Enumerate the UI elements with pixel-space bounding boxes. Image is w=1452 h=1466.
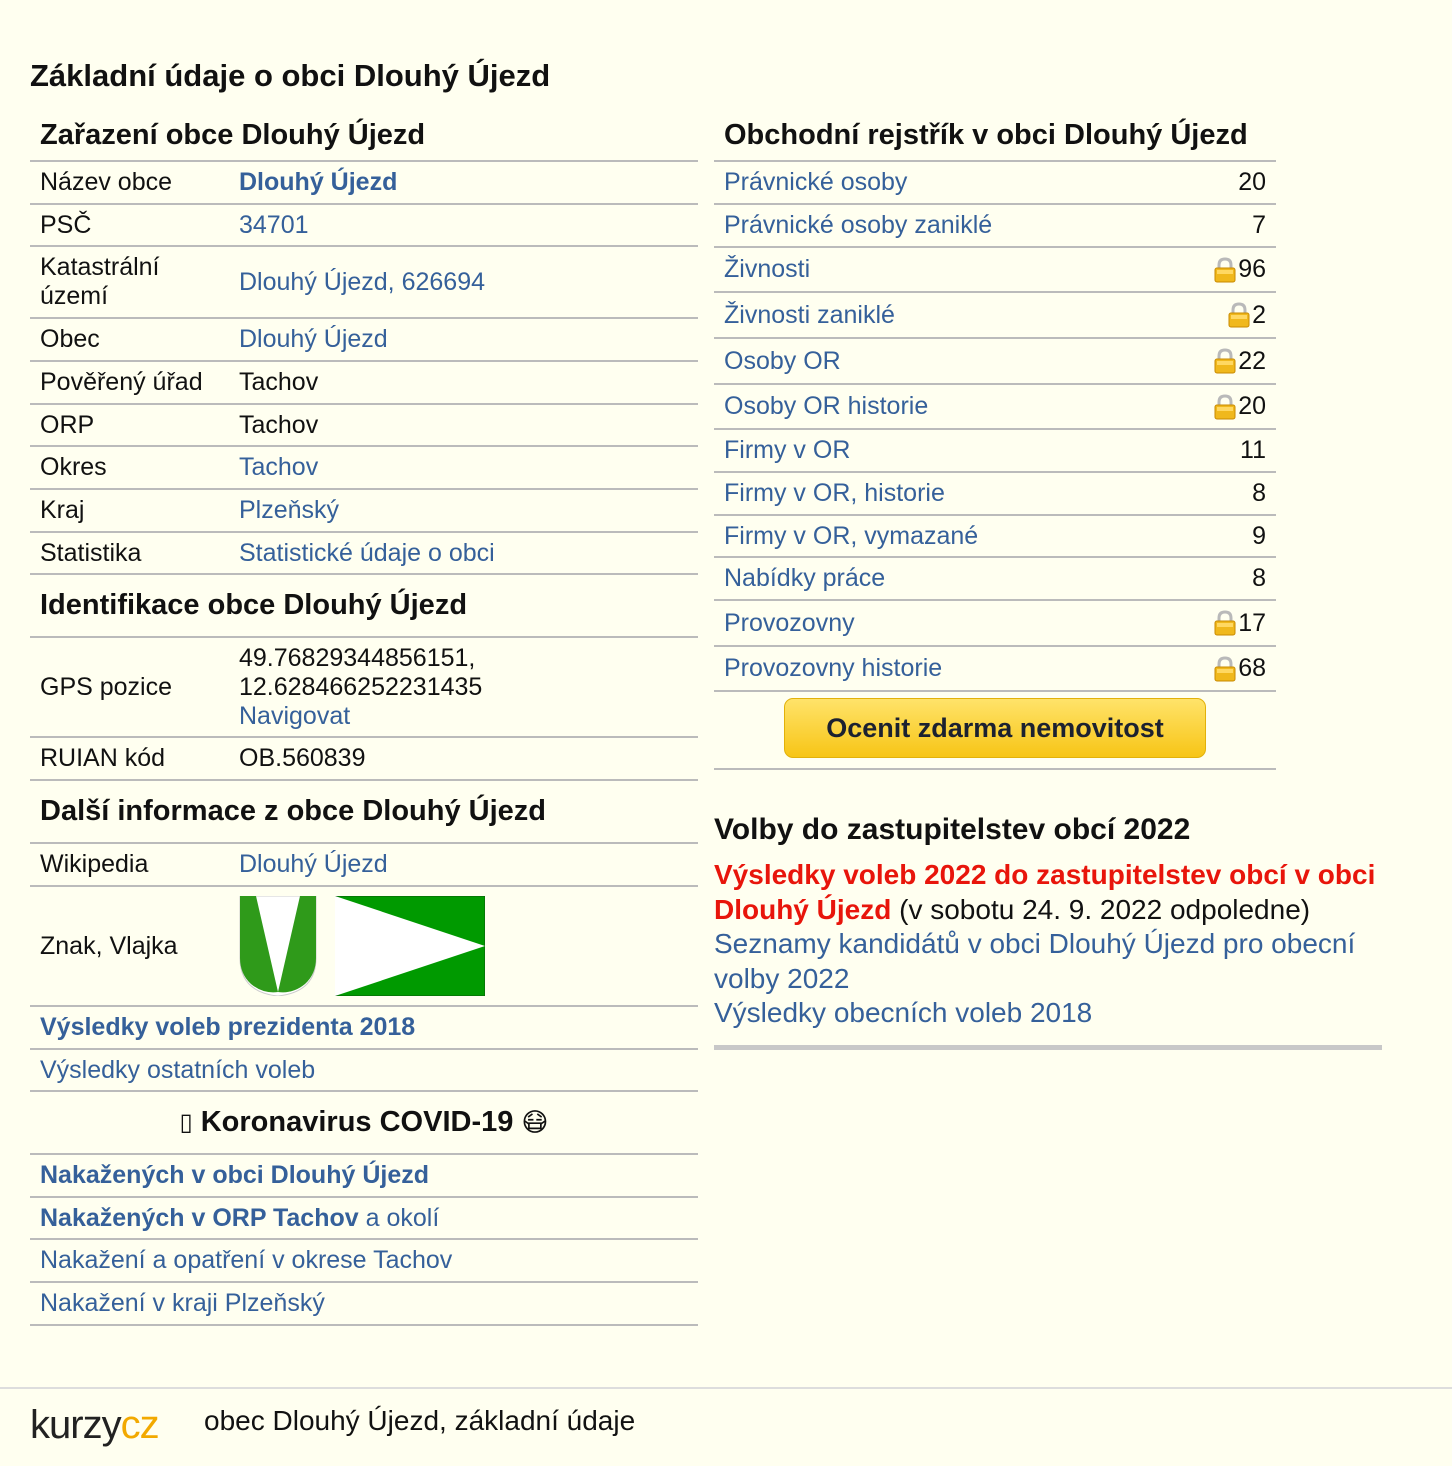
rejstrik-link[interactable]: Provozovny (724, 608, 855, 637)
gps-lat: 49.76829344856151, (239, 643, 476, 672)
row-okres (30, 447, 698, 490)
rejstrik-row (714, 293, 1276, 339)
count-value: 8 (1252, 564, 1266, 592)
gps-value (239, 644, 698, 731)
navigovat-link[interactable]: Navigovat (239, 701, 351, 730)
rejstrik-count (1214, 255, 1266, 284)
right-column (714, 110, 1276, 770)
page-title: Základní údaje o obci Dlouhý Újezd (30, 58, 551, 93)
row-povereny-urad (30, 362, 698, 405)
flag-icon[interactable] (335, 896, 485, 996)
button-row (714, 692, 1276, 770)
lock-icon (1214, 610, 1236, 636)
rejstrik-row (714, 162, 1276, 205)
row-kraj (30, 490, 698, 533)
row-key: Katastrální území (40, 253, 160, 310)
logo-part2: cz (120, 1403, 159, 1447)
rejstrik-count (1240, 436, 1266, 465)
kurzy-logo[interactable] (30, 1403, 159, 1448)
psc-link[interactable]: 34701 (239, 210, 309, 239)
count-value: 2 (1252, 300, 1266, 329)
count-value: 22 (1238, 346, 1266, 375)
row-volby-ostatni (30, 1050, 698, 1092)
rejstrik-row (714, 516, 1276, 558)
row-key: RUIAN kód (40, 744, 166, 772)
row-key: Kraj (40, 496, 85, 524)
covid-obec-link[interactable] (40, 1161, 429, 1190)
row-katastralni-uzemi (30, 247, 698, 319)
nazev-obce-link[interactable]: Dlouhý Újezd (239, 168, 398, 196)
logo-part1: kurzy (30, 1403, 121, 1447)
volby-2022-results (714, 858, 1382, 927)
rejstrik-row (714, 647, 1276, 692)
volby-2022-results-link[interactable]: Výsledky voleb 2022 do zastupitelstev obcí v obci Dlouhý Újezd (714, 859, 1376, 925)
count-value: 20 (1238, 392, 1266, 420)
rejstrik-link[interactable]: Osoby OR (724, 346, 841, 375)
volby-2018-results-link[interactable]: Výsledky obecních voleb 2018 (714, 997, 1093, 1028)
row-key: GPS pozice (40, 672, 173, 701)
link-bold-part: Nakažených v ORP Tachov (40, 1203, 359, 1232)
rejstrik-count (1238, 168, 1266, 197)
symbols (239, 896, 698, 996)
link-rest-part: Nakažení v kraji Plzeňský (40, 1289, 325, 1317)
lock-icon (1214, 656, 1236, 682)
count-value: 9 (1252, 521, 1266, 550)
count-value: 20 (1238, 168, 1266, 196)
row-key: Okres (40, 453, 107, 481)
rejstrik-count (1214, 609, 1266, 638)
row-key: Název obce (40, 168, 173, 196)
kraj-link[interactable]: Plzeňský (239, 496, 340, 524)
rejstrik-row (714, 248, 1276, 293)
volby-2022-heading: Volby do zastupitelstev obcí 2022 (714, 813, 1191, 846)
rejstrik-link[interactable]: Firmy v OR, vymazané (724, 521, 979, 550)
volby-2022-candidates (714, 927, 1382, 996)
count-value: 8 (1252, 479, 1266, 507)
row-wikipedia (30, 844, 698, 887)
dalsi-heading: Další informace z obce Dlouhý Újezd (30, 781, 698, 844)
row-gps (30, 638, 698, 738)
rejstrik-link[interactable]: Živnosti zaniklé (724, 300, 895, 329)
row-covid-obec (30, 1155, 698, 1198)
row-ruian (30, 738, 698, 781)
count-value: 17 (1238, 608, 1266, 637)
row-key: Znak, Vlajka (40, 931, 178, 960)
rejstrik-count (1228, 301, 1266, 330)
rejstrik-count (1252, 564, 1266, 593)
row-key: Pověřený úřad (40, 368, 203, 396)
volby-2022-section (714, 808, 1382, 1050)
rejstrik-list (714, 162, 1276, 692)
count-value: 7 (1252, 211, 1266, 239)
count-value: 11 (1240, 436, 1266, 464)
ocenit-nemovitost-button[interactable]: Ocenit zdarma nemovitost (784, 698, 1206, 758)
katastralni-uzemi-link[interactable]: Dlouhý Újezd, 626694 (239, 267, 485, 296)
volby-ostatni-link[interactable]: Výsledky ostatních voleb (40, 1055, 316, 1084)
link-rest-part: Nakažení a opatření v okrese Tachov (40, 1246, 453, 1274)
rejstrik-link[interactable]: Právnické osoby zaniklé (724, 211, 993, 239)
footer-text: obec Dlouhý Újezd, základní údaje (204, 1405, 636, 1436)
rejstrik-link[interactable]: Firmy v OR, historie (724, 479, 945, 507)
face-mask-icon: 😷 (521, 1107, 549, 1137)
rejstrik-link[interactable]: Osoby OR historie (724, 392, 929, 420)
rejstrik-count (1252, 211, 1266, 240)
covid-heading-text: Koronavirus COVID-19 (200, 1106, 514, 1138)
footer (0, 1387, 1452, 1466)
covid-heading (30, 1092, 698, 1155)
gps-lon: 12.628466252231435 (239, 672, 483, 701)
rejstrik-link[interactable]: Firmy v OR (724, 436, 851, 464)
row-orp (30, 405, 698, 447)
row-covid-kraj (30, 1283, 698, 1326)
count-value: 96 (1238, 255, 1266, 283)
count-value: 68 (1238, 654, 1266, 682)
rejstrik-link[interactable]: Nabídky práce (724, 564, 886, 592)
row-znak-vlajka (30, 887, 698, 1007)
row-key: Wikipedia (40, 850, 149, 878)
row-psc (30, 205, 698, 247)
zarazeni-heading: Zařazení obce Dlouhý Újezd (30, 110, 698, 162)
missing-glyph-icon: ▯ (179, 1109, 193, 1136)
rejstrik-row (714, 339, 1276, 385)
ruian-value: OB.560839 (239, 744, 366, 772)
identifikace-heading: Identifikace obce Dlouhý Újezd (30, 575, 698, 638)
covid-okres-link[interactable] (40, 1246, 452, 1275)
lock-icon (1214, 348, 1236, 374)
rejstrik-row (714, 385, 1276, 430)
volby-2022-candidates-link[interactable]: Seznamy kandidátů v obci Dlouhý Újezd pro obecní volby 2022 (714, 928, 1356, 994)
divider (714, 1045, 1382, 1050)
left-column (30, 110, 698, 1326)
statistika-link[interactable]: Statistické údaje o obci (239, 538, 495, 567)
row-key: Obec (40, 325, 100, 353)
row-key: Statistika (40, 538, 142, 567)
lock-icon (1214, 257, 1236, 283)
volby-2022-note: (v sobotu 24. 9. 2022 odpoledne) (891, 893, 1311, 925)
rejstrik-row (714, 430, 1276, 473)
row-key: PSČ (40, 210, 92, 239)
rejstrik-link[interactable]: Provozovny historie (724, 654, 943, 682)
rejstrik-link[interactable]: Právnické osoby (724, 168, 908, 196)
rejstrik-count (1214, 347, 1266, 376)
rejstrik-count (1252, 522, 1266, 551)
rejstrik-row (714, 473, 1276, 516)
povereny-urad-value: Tachov (239, 368, 319, 396)
row-volby-prezident (30, 1007, 698, 1050)
row-obec (30, 319, 698, 362)
row-key: ORP (40, 410, 95, 439)
rejstrik-row (714, 601, 1276, 647)
rejstrik-link[interactable]: Živnosti (724, 255, 811, 283)
rejstrik-row (714, 205, 1276, 248)
rejstrik-row (714, 558, 1276, 601)
rejstrik-count (1214, 654, 1266, 683)
covid-orp-link[interactable] (40, 1204, 439, 1233)
volby-prezident-link[interactable]: Výsledky voleb prezidenta 2018 (40, 1013, 416, 1041)
row-statistika (30, 533, 698, 575)
wikipedia-link[interactable]: Dlouhý Újezd (239, 850, 388, 878)
row-covid-orp (30, 1198, 698, 1240)
lock-icon (1214, 394, 1236, 420)
rejstrik-count (1252, 479, 1266, 508)
row-nazev-obce (30, 162, 698, 205)
link-rest-part: a okolí (358, 1203, 440, 1232)
rejstrik-heading: Obchodní rejstřík v obci Dlouhý Újezd (714, 110, 1276, 162)
link-bold-part: Nakažených v obci Dlouhý Újezd (40, 1161, 429, 1189)
obec-link[interactable]: Dlouhý Újezd (239, 325, 388, 353)
orp-value: Tachov (239, 410, 319, 439)
lock-icon (1228, 302, 1250, 328)
covid-kraj-link[interactable] (40, 1289, 325, 1318)
okres-link[interactable]: Tachov (239, 453, 319, 481)
coat-of-arms-icon[interactable] (239, 896, 317, 996)
rejstrik-count (1214, 392, 1266, 421)
volby-2018-results (714, 996, 1382, 1031)
row-covid-okres (30, 1240, 698, 1283)
